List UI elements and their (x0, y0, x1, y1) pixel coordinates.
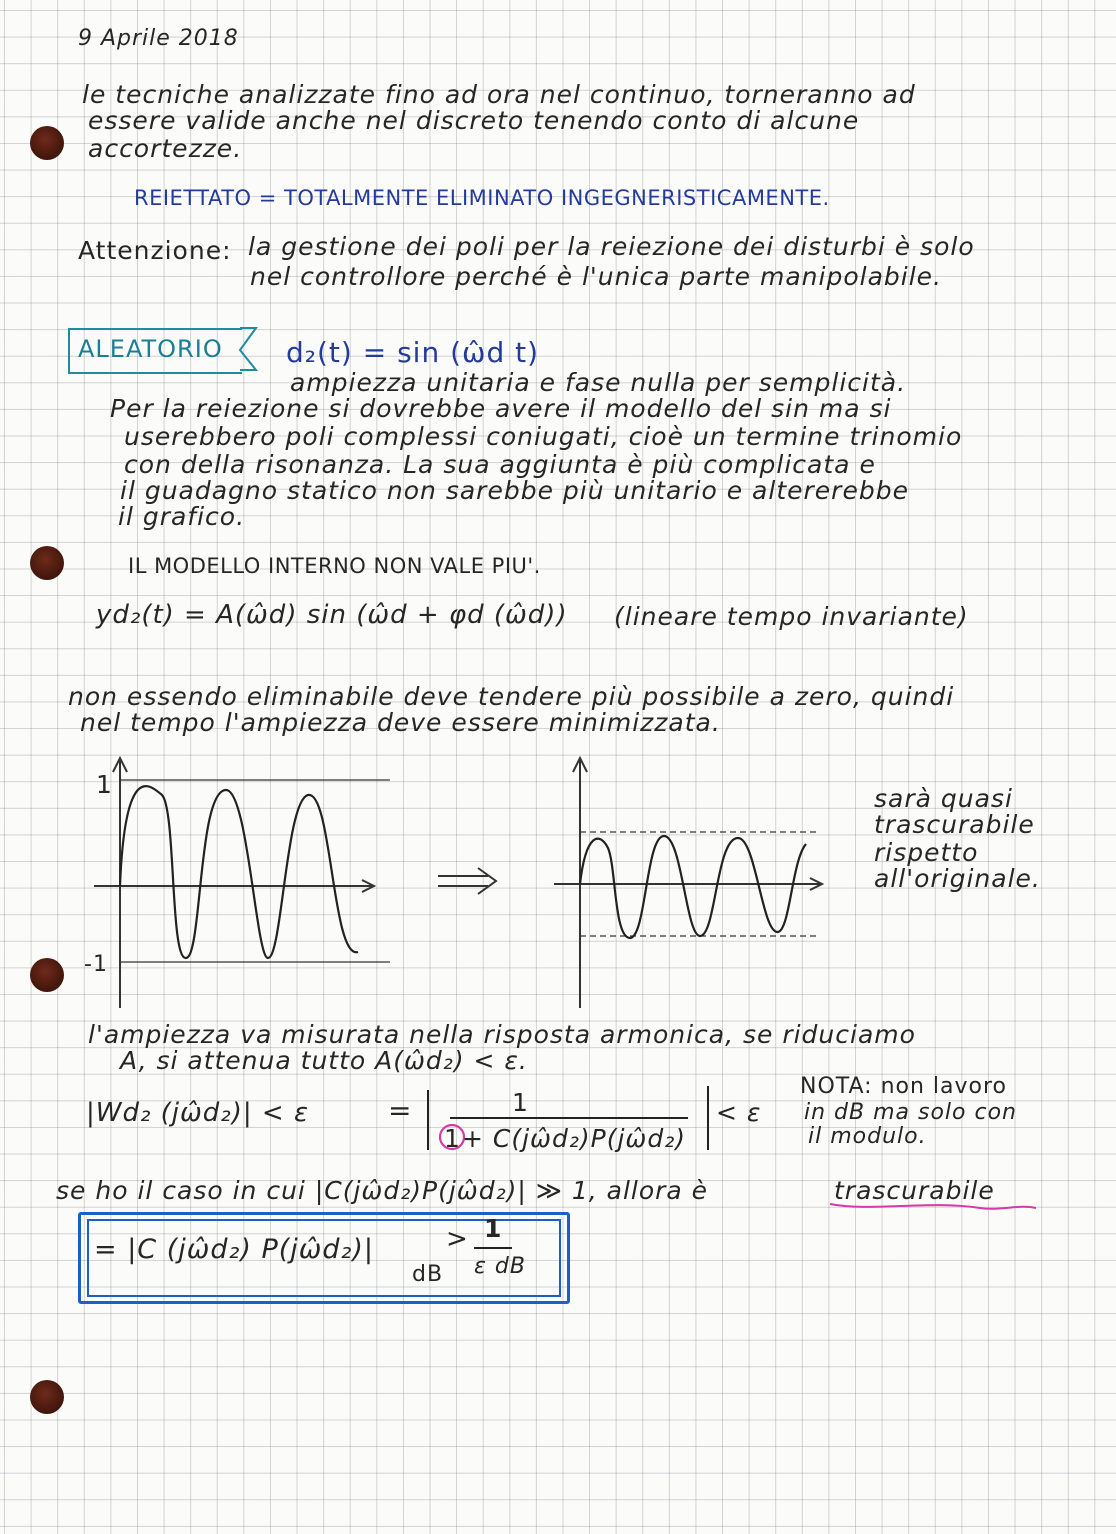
case-line: se ho il caso in cui |C(jω̂d₂)P(jω̂d₂)| ≫ 1, allora è (56, 1176, 709, 1205)
graph-label-bottom: -1 (84, 952, 108, 977)
amplitude-line-1: l'ampiezza va misurata nella risposta armonica, se riduciamo (88, 1020, 916, 1049)
binder-hole (30, 546, 64, 580)
aleatorio-line-2: userebbero poli complessi coniugati, cioè un termine trinomio (124, 422, 963, 451)
aleatorio-line-4: il guadagno statico non sarebbe più unitario e altererebbe (120, 476, 909, 505)
right-sine-wave (580, 836, 806, 938)
result-sub: dB (412, 1262, 444, 1287)
nota-line-2: in dB ma solo con (804, 1100, 1017, 1125)
internal-model-note: IL MODELLO INTERNO NON VALE PIU'. (128, 554, 541, 578)
aleatorio-line-3: con della risonanza. La sua aggiunta è più complicata e (124, 450, 876, 479)
side-note-3: rispetto (874, 838, 979, 867)
binder-hole (30, 958, 64, 992)
nota-line-1: NOTA: non lavoro (800, 1074, 1008, 1099)
attention-line-1: la gestione dei poli per la reiezione dei disturbi è solo (248, 232, 975, 261)
intro-line-3: accortezze. (88, 134, 243, 163)
amplitude-line-2: A, si attenua tutto A(ω̂d₂) < ε. (120, 1046, 528, 1075)
page-date: 9 Aprile 2018 (78, 26, 239, 51)
binder-hole (30, 1380, 64, 1414)
case-emph: trascurabile (834, 1176, 995, 1205)
side-note-4: all'originale. (874, 864, 1041, 893)
nota-line-3: il modulo. (808, 1124, 927, 1149)
graph-label-top: 1 (96, 770, 113, 799)
w-fraction-num: 1 (512, 1088, 529, 1117)
w-fraction-den-one: 1 (444, 1124, 461, 1153)
aleatorio-brace (226, 322, 266, 376)
aleatorio-line-5: il grafico. (118, 502, 246, 531)
aleatorio-tag (68, 328, 242, 374)
rejection-definition: REIETTATO = TOTALMENTE ELIMINATO INGEGNERISTICAMENTE. (134, 186, 830, 210)
left-sine-wave (120, 786, 358, 958)
side-note-1: sarà quasi (874, 784, 1013, 813)
attention-label: Attenzione: (78, 236, 232, 265)
attention-line-2: nel controllore perché è l'unica parte manipolabile. (250, 262, 942, 291)
w-formula-eq: = (388, 1094, 413, 1127)
w-fraction-den-rest: + C(jω̂d₂)P(jω̂d₂) (462, 1124, 686, 1153)
aleatorio-note: ampiezza unitaria e fase nulla per semplicità. (290, 368, 907, 397)
aleatorio-formula: d₂(t) = sin (ω̂d t) (286, 336, 540, 369)
side-note-2: trascurabile (874, 810, 1035, 839)
aleatorio-label: ALEATORIO (78, 335, 223, 363)
not-eliminable-line-1: non essendo eliminabile deve tendere più possibile a zero, quindi (68, 682, 955, 711)
aleatorio-line-1: Per la reiezione si dovrebbe avere il modello del sin ma si (110, 394, 892, 423)
intro-line-1: le tecniche analizzate fino ad ora nel continuo, torneranno ad (82, 80, 916, 109)
output-formula: yd₂(t) = A(ω̂d) sin (ω̂d + φd (ω̂d)) (96, 600, 568, 630)
binder-hole (30, 126, 64, 160)
result-gt: > (446, 1224, 469, 1254)
w-formula-lhs: |Wd₂ (jω̂d₂)| < ε (86, 1098, 309, 1128)
intro-line-2: essere valide anche nel discreto tenendo conto di alcune (88, 106, 860, 135)
graph-arrow (436, 920, 438, 921)
w-formula-rhs: < ε (716, 1098, 762, 1127)
result-num: 1 (484, 1214, 503, 1243)
result-lhs: = |C (jω̂d₂) P(jω̂d₂)| (94, 1234, 374, 1265)
result-den: ε dB (474, 1254, 526, 1279)
not-eliminable-line-2: nel tempo l'ampiezza deve essere minimizzata. (80, 708, 721, 737)
output-formula-note: (lineare tempo invariante) (614, 602, 969, 631)
